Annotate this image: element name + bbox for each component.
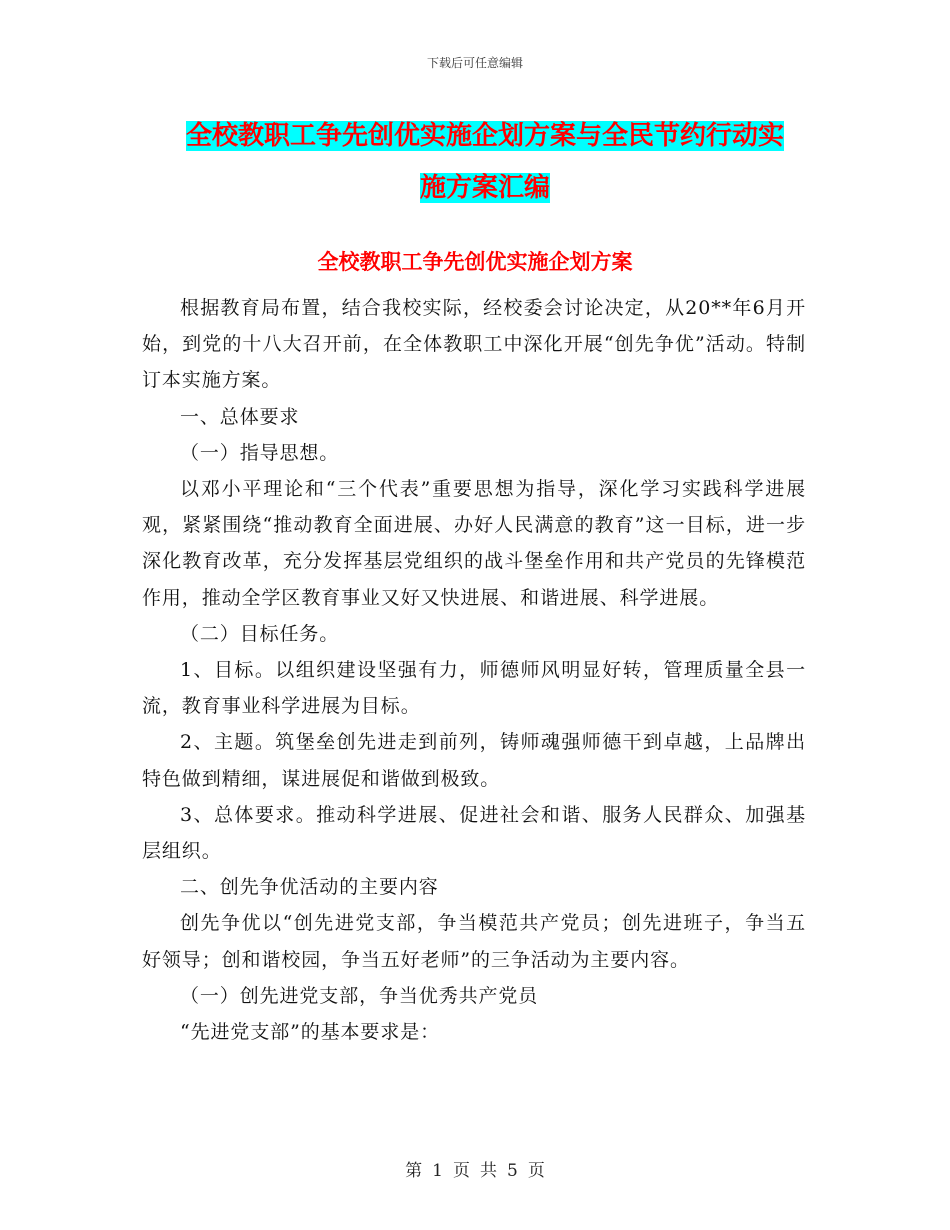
paragraph: 1、目标。以组织建设坚强有力，师德师风明显好转，管理质量全县一流，教育事业科学进展为目标。 [142,659,806,718]
page-total: 5 [507,1161,518,1181]
paragraph: 2、主题。筑堡垒创先进走到前列，铸师魂强师德干到卓越，上品牌出特色做到精细，谋进展促和谐做到极致。 [142,731,806,790]
paragraph: （一）创先进党支部，争当优秀共产党员 [180,984,539,1007]
page-current: 1 [432,1161,443,1181]
page-label: 第 [405,1161,423,1181]
body-text [142,290,806,1050]
page-unit: 页 [453,1161,470,1181]
page-footer [0,1156,950,1181]
paragraph: （一）指导思想。 [180,441,340,464]
paragraph: （二）目标任务。 [180,622,340,645]
paragraph: “先进党支部”的基本要求是： [180,1021,441,1044]
paragraph: 以邓小平理论和“三个代表”重要思想为指导，深化学习实践科学进展观，紧紧围绕“推动教育全面进展、办好人民满意的教育”这一目标，进一步深化教育改革，充分发挥基层党组织的战斗堡垒作用和共产党员的先锋模范作用，推动全学区教育事业又好又快进展、和谐进展、科学进展。 [142,478,806,609]
document-title-line-1: 全校教职工争先创优实施企划方案与全民节约行动实 [185,121,784,151]
total-unit: 页 [527,1161,545,1181]
total-label: 共 [480,1161,497,1181]
paragraph: 一、总体要求 [180,405,300,428]
document-title [140,110,830,214]
paragraph: 根据教育局布置，结合我校实际，经校委会讨论决定，从20**年6月开始，到党的十八大召开前，在全体教职工中深化开展“创先争优”活动。特制订本实施方案。 [142,297,806,392]
paragraph: 3、总体要求。推动科学进展、促进社会和谐、服务人民群众、加强基层组织。 [142,803,806,863]
section-title: 全校教职工争先创优实施企划方案 [317,250,633,274]
header-note: 下载后可任意编辑 [426,56,523,70]
paragraph: 二、创先争优活动的主要内容 [180,876,439,899]
paragraph: 创先争优以“创先进党支部，争当模范共产党员；创先进班子，争当五好领导；创和谐校园，争当五好老师”的三争活动为主要内容。 [142,912,806,971]
document-title-line-2: 施方案汇编 [419,173,550,203]
